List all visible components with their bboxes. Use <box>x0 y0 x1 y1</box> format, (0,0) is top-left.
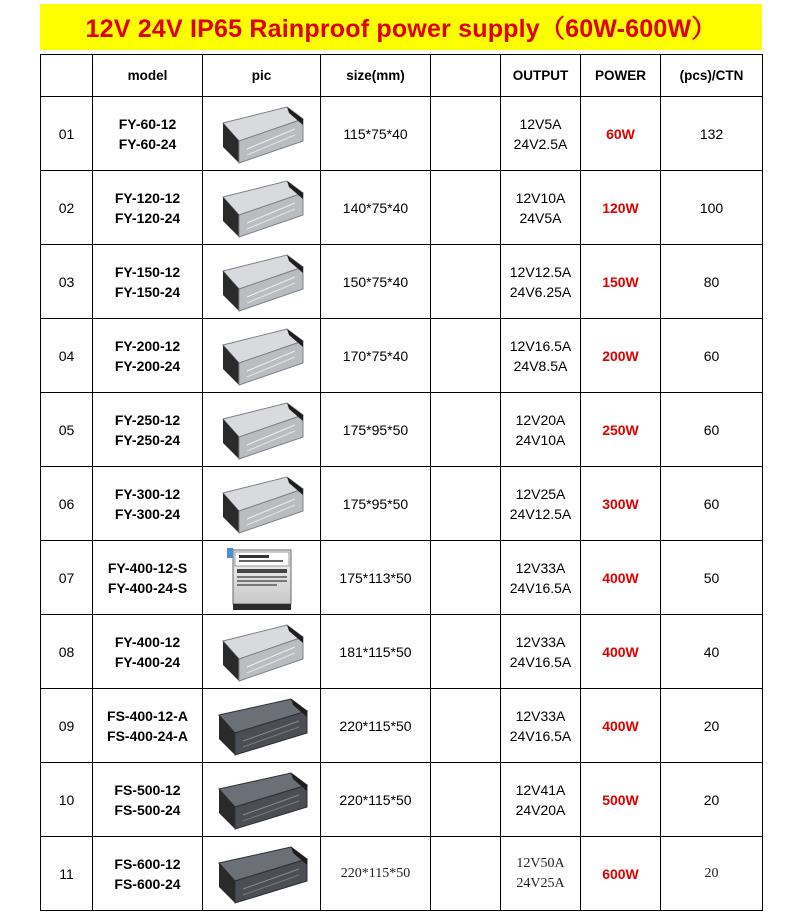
row-number: 04 <box>41 319 93 393</box>
blank-cell <box>431 615 501 689</box>
ctn-cell: 20 <box>661 837 763 911</box>
power-supply-silver-icon <box>203 615 320 688</box>
model-cell <box>93 97 203 171</box>
model-cell <box>93 837 203 911</box>
output-24v: 24V12.5A <box>509 505 572 522</box>
ctn-cell: 60 <box>661 467 763 541</box>
product-spec-table <box>40 54 763 911</box>
model-cell <box>93 689 203 763</box>
header-model: model <box>93 55 203 97</box>
model-12v: FY-300-12 <box>114 485 181 502</box>
model-24v: FY-200-24 <box>114 357 181 374</box>
row-number: 11 <box>41 837 93 911</box>
blank-cell <box>431 763 501 837</box>
output-cell <box>501 541 581 615</box>
ctn-cell: 50 <box>661 541 763 615</box>
blank-cell <box>431 541 501 615</box>
row-number: 06 <box>41 467 93 541</box>
pic-cell <box>203 467 321 541</box>
output-12v: 12V25A <box>515 485 566 502</box>
blank-cell <box>431 837 501 911</box>
model-12v: FY-120-12 <box>114 189 181 206</box>
output-cell <box>501 319 581 393</box>
header-pic: pic <box>203 55 321 97</box>
table-row <box>41 319 763 393</box>
power-supply-silver-icon <box>203 319 320 392</box>
output-cell <box>501 689 581 763</box>
blank-cell <box>431 467 501 541</box>
ctn-cell: 60 <box>661 319 763 393</box>
output-cell <box>501 393 581 467</box>
model-24v: FY-300-24 <box>114 505 181 522</box>
output-cell <box>501 171 581 245</box>
output-12v: 12V10A <box>515 189 566 206</box>
output-12v: 12V33A <box>515 559 566 576</box>
table-row <box>41 393 763 467</box>
table-header-row <box>41 55 763 97</box>
row-number: 05 <box>41 393 93 467</box>
output-24v: 24V16.5A <box>509 579 572 596</box>
power-cell: 150W <box>581 245 661 319</box>
page-title: 12V 24V IP65 Rainproof power supply（60W-600W） <box>40 4 762 50</box>
output-24v: 24V25A <box>516 875 565 891</box>
model-24v: FS-500-24 <box>114 801 181 818</box>
output-24v: 24V8.5A <box>513 357 568 374</box>
size-cell: 170*75*40 <box>321 319 431 393</box>
size-cell: 175*113*50 <box>321 541 431 615</box>
pic-cell <box>203 763 321 837</box>
power-cell: 250W <box>581 393 661 467</box>
table-row <box>41 763 763 837</box>
output-24v: 24V16.5A <box>509 727 572 744</box>
power-cell: 400W <box>581 689 661 763</box>
model-24v: FY-150-24 <box>114 283 181 300</box>
table-row <box>41 467 763 541</box>
header-output: OUTPUT <box>501 55 581 97</box>
model-cell <box>93 763 203 837</box>
output-cell <box>501 245 581 319</box>
size-cell: 175*95*50 <box>321 393 431 467</box>
pic-cell <box>203 393 321 467</box>
row-number: 07 <box>41 541 93 615</box>
output-24v: 24V16.5A <box>509 653 572 670</box>
blank-cell <box>431 97 501 171</box>
output-12v: 12V20A <box>515 411 566 428</box>
model-cell <box>93 541 203 615</box>
output-12v: 12V33A <box>515 707 566 724</box>
model-cell <box>93 245 203 319</box>
size-cell: 115*75*40 <box>321 97 431 171</box>
model-12v: FY-400-12 <box>114 633 181 650</box>
output-12v: 12V50A <box>516 855 565 871</box>
power-cell: 400W <box>581 615 661 689</box>
size-cell: 181*115*50 <box>321 615 431 689</box>
model-12v: FY-150-12 <box>114 263 181 280</box>
output-12v: 12V41A <box>515 781 566 798</box>
size-cell: 220*115*50 <box>321 689 431 763</box>
blank-cell <box>431 319 501 393</box>
power-supply-labeled-icon <box>203 541 320 614</box>
power-cell: 300W <box>581 467 661 541</box>
table-row <box>41 837 763 911</box>
ctn-cell: 132 <box>661 97 763 171</box>
power-cell: 60W <box>581 97 661 171</box>
model-cell <box>93 393 203 467</box>
row-number: 10 <box>41 763 93 837</box>
pic-cell <box>203 97 321 171</box>
model-12v: FY-200-12 <box>114 337 181 354</box>
output-24v: 24V2.5A <box>513 135 568 152</box>
model-24v: FY-250-24 <box>114 431 181 448</box>
model-12v: FS-400-12-A <box>107 707 188 724</box>
power-cell: 400W <box>581 541 661 615</box>
power-supply-dark-icon <box>203 837 320 910</box>
power-cell: 120W <box>581 171 661 245</box>
power-cell: 500W <box>581 763 661 837</box>
model-cell <box>93 319 203 393</box>
output-24v: 24V20A <box>515 801 566 818</box>
model-12v: FS-500-12 <box>114 781 181 798</box>
ctn-cell: 100 <box>661 171 763 245</box>
model-12v: FY-60-12 <box>118 115 177 132</box>
ctn-cell: 20 <box>661 689 763 763</box>
power-supply-silver-icon <box>203 245 320 318</box>
row-number: 09 <box>41 689 93 763</box>
table-row <box>41 689 763 763</box>
blank-cell <box>431 245 501 319</box>
ctn-cell: 60 <box>661 393 763 467</box>
power-supply-silver-icon <box>203 467 320 540</box>
model-cell <box>93 467 203 541</box>
pic-cell <box>203 615 321 689</box>
header-no <box>41 55 93 97</box>
output-24v: 24V10A <box>515 431 566 448</box>
table-row <box>41 245 763 319</box>
model-12v: FY-250-12 <box>114 411 181 428</box>
power-supply-dark-icon <box>203 689 320 762</box>
output-cell <box>501 467 581 541</box>
power-supply-silver-icon <box>203 97 320 170</box>
output-cell <box>501 763 581 837</box>
power-cell: 200W <box>581 319 661 393</box>
blank-cell <box>431 393 501 467</box>
pic-cell <box>203 837 321 911</box>
output-12v: 12V5A <box>519 115 562 132</box>
model-24v: FY-120-24 <box>114 209 181 226</box>
pic-cell <box>203 171 321 245</box>
model-cell <box>93 171 203 245</box>
model-24v: FY-400-24-S <box>107 579 188 596</box>
output-12v: 12V12.5A <box>509 263 572 280</box>
pic-cell <box>203 319 321 393</box>
output-cell <box>501 615 581 689</box>
output-24v: 24V6.25A <box>509 283 572 300</box>
output-cell <box>501 97 581 171</box>
header-power: POWER <box>581 55 661 97</box>
model-12v: FY-400-12-S <box>107 559 188 576</box>
output-12v: 12V33A <box>515 633 566 650</box>
table-row <box>41 615 763 689</box>
table-row <box>41 97 763 171</box>
blank-cell <box>431 689 501 763</box>
row-number: 08 <box>41 615 93 689</box>
header-blank <box>431 55 501 97</box>
table-row <box>41 541 763 615</box>
power-supply-silver-icon <box>203 171 320 244</box>
model-24v: FS-600-24 <box>114 875 181 892</box>
ctn-cell: 40 <box>661 615 763 689</box>
power-cell: 600W <box>581 837 661 911</box>
ctn-cell: 20 <box>661 763 763 837</box>
power-supply-dark-icon <box>203 763 320 836</box>
output-cell <box>501 837 581 911</box>
pic-cell <box>203 689 321 763</box>
row-number: 03 <box>41 245 93 319</box>
size-cell: 220*115*50 <box>321 763 431 837</box>
output-24v: 24V5A <box>519 209 562 226</box>
power-supply-silver-icon <box>203 393 320 466</box>
ctn-cell: 80 <box>661 245 763 319</box>
pic-cell <box>203 541 321 615</box>
size-cell: 150*75*40 <box>321 245 431 319</box>
size-cell: 175*95*50 <box>321 467 431 541</box>
model-24v: FS-400-24-A <box>107 727 188 744</box>
header-ctn: (pcs)/CTN <box>661 55 763 97</box>
output-12v: 12V16.5A <box>509 337 572 354</box>
table-row <box>41 171 763 245</box>
size-cell: 140*75*40 <box>321 171 431 245</box>
model-24v: FY-400-24 <box>114 653 181 670</box>
header-size: size(mm) <box>321 55 431 97</box>
size-cell: 220*115*50 <box>321 837 431 911</box>
row-number: 01 <box>41 97 93 171</box>
blank-cell <box>431 171 501 245</box>
pic-cell <box>203 245 321 319</box>
row-number: 02 <box>41 171 93 245</box>
model-cell <box>93 615 203 689</box>
model-12v: FS-600-12 <box>114 855 181 872</box>
model-24v: FY-60-24 <box>118 135 177 152</box>
